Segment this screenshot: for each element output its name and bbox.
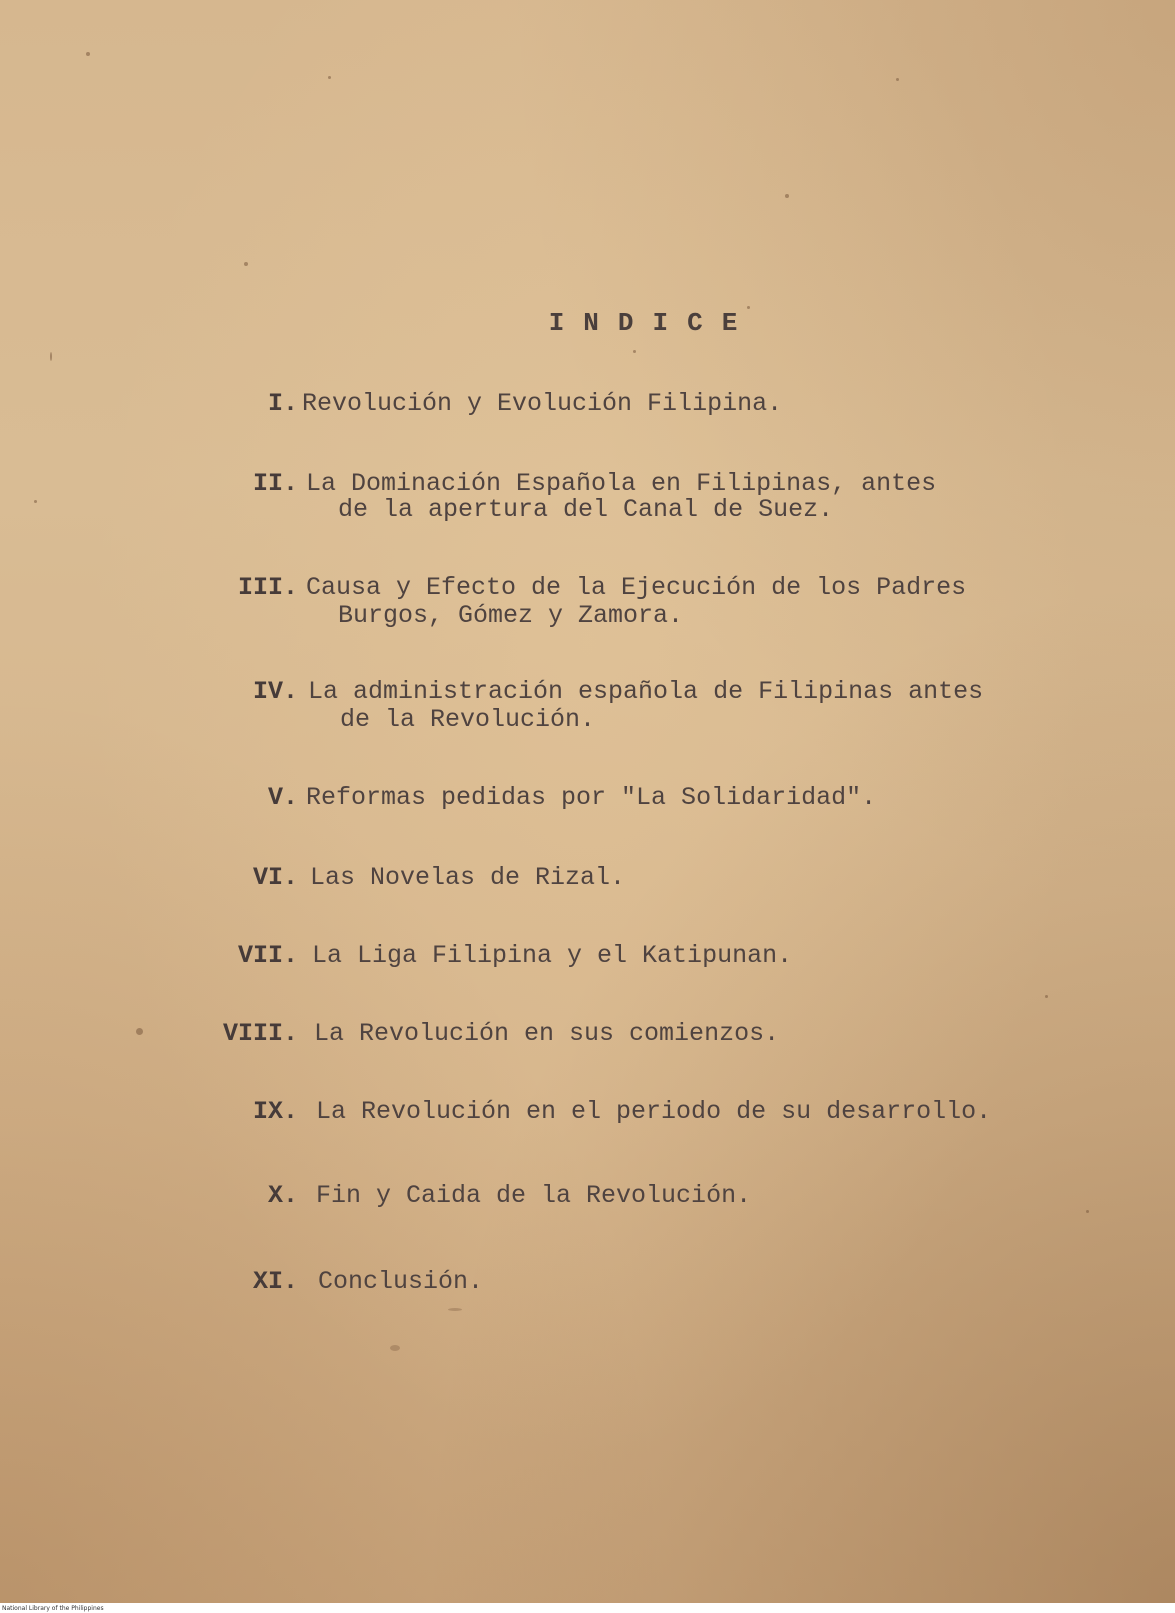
entry-title: Causa y Efecto de la Ejecución de los Padres [306,573,967,602]
entry-title: La Liga Filipina y el Katipunan. [312,941,793,970]
paper-speck [1086,1210,1089,1213]
paper-speck [86,52,90,56]
entry-numeral: VI. [252,863,298,892]
paper-speck [244,262,248,266]
paper-speck [896,78,899,81]
entry-numeral: VIII. [222,1019,298,1048]
entry-title: La Dominación Española en Filipinas, antes [306,469,937,498]
entry-title: Reformas pedidas por "La Solidaridad". [306,783,877,812]
entry-numeral: IV. [252,677,298,706]
toc-entry [0,1266,484,1394]
paper-speck [328,76,331,79]
paper-speck [785,194,789,198]
entry-numeral: VII. [237,941,298,970]
paper-speck [136,1028,143,1035]
entry-title-continued: de la Revolución. [340,705,596,734]
paper-speck [1045,995,1048,998]
entry-title-continued: de la apertura del Canal de Suez. [338,495,834,524]
entry-title: Revolución y Evolución Filipina. [302,389,783,418]
entry-numeral: I. [267,389,298,418]
entry-title: Fin y Caida de la Revolución. [316,1181,752,1210]
entry-title: La Revolución en sus comienzos. [314,1019,780,1048]
footer-credit: National Library of the Philippines [2,1605,104,1612]
entry-numeral: IX. [252,1097,298,1126]
entry-numeral: III. [237,573,298,602]
entry-numeral: X. [267,1181,298,1210]
entry-title: Conclusión. [318,1267,484,1296]
entry-title: La administración española de Filipinas antes [308,677,984,706]
index-heading: INDICE [548,308,757,338]
paper-speck [633,350,636,353]
entry-numeral: II. [252,469,298,498]
entry-numeral: V. [267,783,298,812]
paper-speck [390,1345,400,1351]
paper-speck [448,1308,462,1311]
entry-title-continued: Burgos, Gómez y Zamora. [338,601,684,630]
entry-numeral: XI. [252,1267,298,1296]
paper-speck [50,352,52,361]
entry-title: Las Novelas de Rizal. [310,863,626,892]
entry-title: La Revolución en el periodo de su desarrollo. [316,1097,992,1126]
